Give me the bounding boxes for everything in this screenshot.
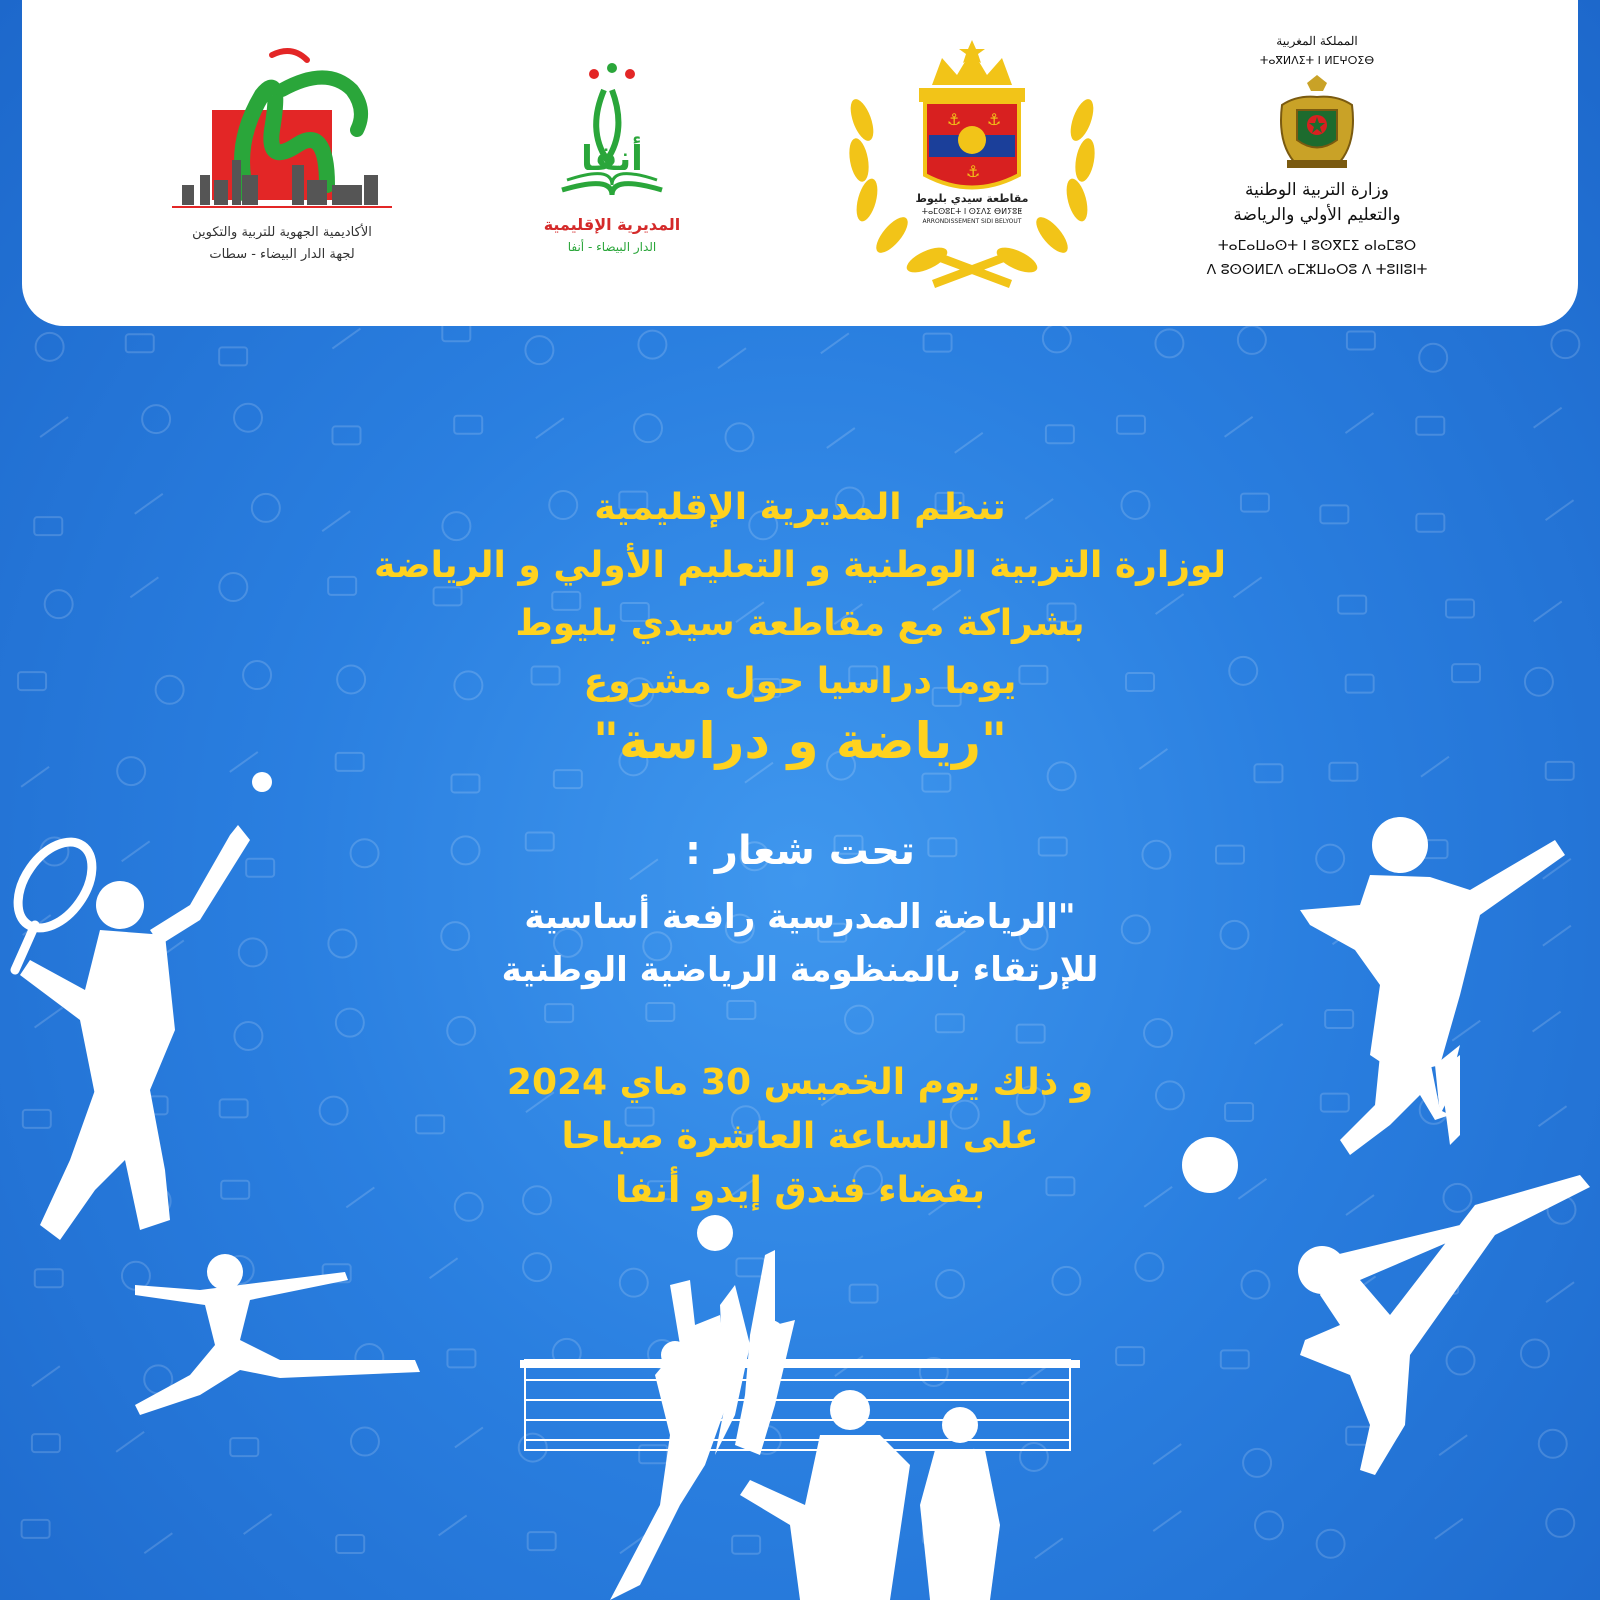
doodle-mark (35, 1269, 63, 1287)
arrondissement-name-fr: ARRONDISSEMENT SIDI BELYOUT (922, 218, 1022, 225)
doodle-mark (40, 417, 68, 437)
gymnast-silhouette (130, 1250, 440, 1450)
doodle-mark (1347, 332, 1375, 350)
doodle-mark (219, 347, 247, 365)
svg-text:⚓: ⚓ (947, 110, 962, 129)
doodle-mark (1446, 599, 1474, 617)
doodle-mark (144, 1533, 172, 1553)
football-player-silhouette (1170, 815, 1600, 1195)
doodle-mark (451, 774, 479, 792)
slogan-label: تحت شعار : (685, 828, 915, 874)
doodle-mark (447, 1349, 475, 1367)
doodle-mark (243, 661, 271, 689)
doodle-mark (922, 774, 950, 792)
academy-emblem-icon (152, 35, 412, 215)
event-time: على الساعة العاشرة صباحا (561, 1116, 1039, 1157)
event-venue: بفضاء فندق إيدو أنفا (615, 1170, 985, 1211)
doodle-mark (455, 1427, 483, 1447)
doodle-mark (32, 1366, 60, 1386)
coat-of-arms-icon (1267, 75, 1367, 175)
doodle-mark (936, 1014, 964, 1032)
ministry-logo (1192, 30, 1442, 300)
directorate-subtitle: الدار البيضاء - أنفا (567, 240, 657, 254)
arrondissement-name-ar: مقاطعة سيدي بليوط (915, 192, 1029, 205)
doodle-mark (1525, 668, 1553, 696)
doodle-mark (135, 494, 163, 514)
doodle-mark (336, 1535, 364, 1553)
doodle-mark (18, 672, 46, 690)
ministry-line2-ar: والتعليم الأولي والرياضة (1233, 205, 1401, 225)
academy-logo (152, 35, 412, 275)
doodle-mark (1117, 416, 1145, 434)
svg-text:⚓: ⚓ (966, 162, 981, 181)
doodle-mark (646, 1003, 674, 1021)
ministry-line2-tifinagh: ⴷ ⵓⵙⵙⵍⵎⴷ ⴰⵎⵣⵡⴰⵔⵓ ⴷ ⵜⵓⵏⵏⵓⵏⵜ (1206, 262, 1428, 278)
laurel-crest-icon (837, 40, 1107, 290)
doodle-mark (1546, 1509, 1574, 1537)
doodle-mark (36, 333, 64, 361)
doodle-mark (725, 423, 753, 451)
doodle-mark (821, 333, 849, 353)
doodle-mark (536, 418, 564, 438)
doodle-mark (1225, 417, 1253, 437)
doodle-mark (924, 334, 952, 352)
doodle-mark (1243, 1449, 1271, 1477)
academy-name-line2: لجهة الدار البيضاء - سطات (209, 247, 355, 262)
doodle-mark (1144, 1019, 1172, 1047)
doodle-mark (1345, 413, 1373, 433)
doodle-mark (955, 433, 983, 453)
doodle-mark (156, 676, 184, 704)
doodle-mark (1221, 1350, 1249, 1368)
doodle-mark (1338, 596, 1366, 614)
doodle-mark (219, 573, 247, 601)
doodle-mark (1153, 1511, 1181, 1531)
doodle-mark (126, 334, 154, 352)
book-emblem-icon (532, 60, 692, 210)
partnership-line: بشراكة مع مقاطعة سيدي بليوط (515, 603, 1085, 644)
doodle-mark (638, 331, 666, 359)
doodle-mark (1317, 1530, 1345, 1558)
ministry-line1-tifinagh: ⵜⴰⵎⴰⵡⴰⵙⵜ ⵏ ⵓⵙⴳⵎⵉ ⴰⵏⴰⵎⵓⵔ (1217, 238, 1417, 254)
doodle-mark (1546, 762, 1574, 780)
doodle-mark (1416, 514, 1444, 532)
kingdom-name-tifinagh: ⵜⴰⴳⵍⴷⵉⵜ ⵏ ⵍⵎⵖⵔⵉⴱ (1259, 54, 1375, 67)
organizer-line: تنظم المديرية الإقليمية (594, 487, 1006, 528)
karate-kicker-silhouette (1280, 1175, 1600, 1485)
doodle-mark (1241, 1271, 1269, 1299)
doodle-mark (1419, 344, 1447, 372)
svg-text:⚓: ⚓ (987, 110, 1002, 129)
doodle-mark (244, 1514, 272, 1534)
doodle-mark (525, 336, 553, 364)
doodle-mark (1416, 417, 1444, 435)
tennis-player-silhouette (0, 770, 290, 1270)
doodle-mark (1346, 675, 1374, 693)
doodle-mark (332, 329, 360, 349)
doodle-mark (32, 1434, 60, 1452)
doodle-mark (827, 428, 855, 448)
doodle-mark (545, 1004, 573, 1022)
directorate-title: المديرية الإقليمية (543, 215, 681, 234)
doodle-mark (1043, 324, 1071, 352)
doodle-mark (1546, 500, 1574, 520)
doodle-mark (439, 1515, 467, 1535)
doodle-mark (1255, 1511, 1283, 1539)
logo-header (22, 0, 1578, 326)
doodle-mark (1534, 408, 1562, 428)
arrondissement-crest (837, 40, 1107, 290)
doodle-mark (454, 416, 482, 434)
doodle-mark (1116, 1347, 1144, 1365)
slogan-line1: "الرياضة المدرسية رافعة أساسية (524, 897, 1076, 937)
directorate-emblem-text: أنفا (581, 139, 643, 179)
doodle-mark (336, 1009, 364, 1037)
ministry-line: لوزارة التربية الوطنية و التعليم الأولي و الرياضة (373, 545, 1227, 586)
doodle-mark (1046, 425, 1074, 443)
doodle-mark (845, 1006, 873, 1034)
arrondissement-name-tifinagh: ⵜⴰⵎⵙⵓⵎⵜ ⵏ ⵙⵉⴷⵉ ⴱⵍⵢⵓⵟ (921, 207, 1023, 216)
event-date: و ذلك يوم الخميس 30 ماي 2024 (506, 1062, 1094, 1103)
ministry-line1-ar: وزارة التربية الوطنية (1244, 180, 1390, 200)
doodle-mark (234, 404, 262, 432)
doodle-mark (1329, 763, 1357, 781)
doodle-mark (718, 348, 746, 368)
doodle-mark (1551, 330, 1579, 358)
doodle-mark (1320, 505, 1348, 523)
doodle-mark (45, 590, 73, 618)
doodle-mark (252, 494, 280, 522)
doodle-mark (1238, 326, 1266, 354)
doodle-mark (22, 1520, 50, 1538)
doodle-mark (1435, 1519, 1463, 1539)
doodle-mark (634, 414, 662, 442)
doodle-mark (130, 577, 158, 597)
academy-name-line1: الأكاديمية الجهوية للتربية والتكوين (192, 225, 372, 240)
doodle-mark (1135, 1253, 1163, 1281)
directorate-logo (532, 60, 692, 270)
volleyball-players-silhouette (520, 1205, 1080, 1600)
doodle-mark (447, 1017, 475, 1045)
doodle-mark (142, 405, 170, 433)
doodle-mark (727, 1001, 755, 1019)
doodle-mark (554, 770, 582, 788)
doodle-mark (1155, 329, 1183, 357)
doodle-mark (1452, 664, 1480, 682)
doodle-mark (230, 752, 258, 772)
slogan-line2: للإرتقاء بالمنظومة الرياضية الوطنية (501, 950, 1099, 990)
project-title: "رياضة و دراسة" (592, 712, 1008, 770)
doodle-mark (1421, 757, 1449, 777)
doodle-mark (1153, 1444, 1181, 1464)
doodle-mark (34, 517, 62, 535)
doodle-mark (332, 426, 360, 444)
study-day-line: يوما دراسيا حول مشروع (583, 661, 1017, 702)
doodle-mark (1534, 601, 1562, 621)
doodle-mark (1017, 1025, 1045, 1043)
kingdom-name-ar: المملكة المغربية (1276, 34, 1358, 48)
